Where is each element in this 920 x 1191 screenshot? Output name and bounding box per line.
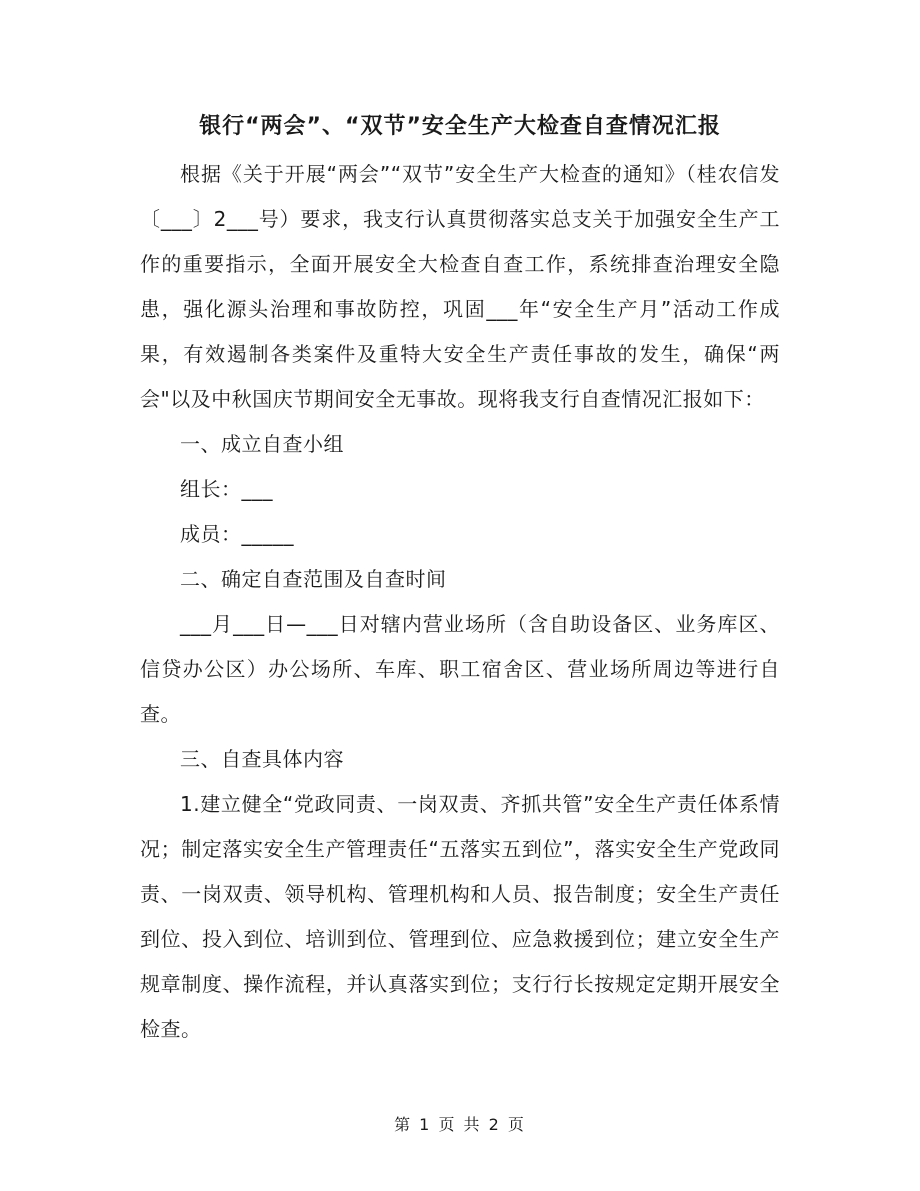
- item-1-paragraph: 1.建立健全“党政同责、一岗双责、齐抓共管”安全生产责任体系情况；制定落实安全生产管理责任“五落实五到位”，落实安全生产党政同责、一岗双责、领导机构、管理机构和人员、报告制度；安全生产责任到位、投入到位、培训到位、管理到位、应急救援到位；建立安全生产规章制度、操作流程，并认真落实到位；支行行长按规定定期开展安全检查。: [140, 792, 780, 1041]
- document-title: 银行“两会”、“双节”安全生产大检查自查情况汇报: [199, 114, 721, 139]
- document-body: [140, 152, 780, 1052]
- leader-line: 组长：___: [180, 477, 273, 501]
- page-footer: 第 1 页 共 2 页: [394, 1115, 526, 1134]
- section-2-heading: 二、确定自查范围及自查时间: [180, 567, 447, 591]
- section-1-heading: 一、成立自查小组: [180, 432, 344, 456]
- scope-paragraph: ___月___日—___日对辖内营业场所（含自助设备区、业务库区、信贷办公区）办公场所、车库、职工宿舍区、营业场所周边等进行自查。: [140, 612, 780, 726]
- section-3-heading: 三、自查具体内容: [180, 747, 344, 771]
- intro-paragraph: 根据《关于开展“两会”“双节”安全生产大检查的通知》（桂农信发〔___〕2___号）要求，我支行认真贯彻落实总支关于加强安全生产工作的重要指示，全面开展安全大检查自查工作，系统排查治理安全隐患，强化源头治理和事故防控，巩固___年“安全生产月”活动工作成果，有效遏制各类案件及重特大安全生产责任事故的发生，确保“两会"以及中秋国庆节期间安全无事故。现将我支行自查情况汇报如下：: [140, 162, 780, 411]
- members-line: 成员：_____: [180, 522, 294, 546]
